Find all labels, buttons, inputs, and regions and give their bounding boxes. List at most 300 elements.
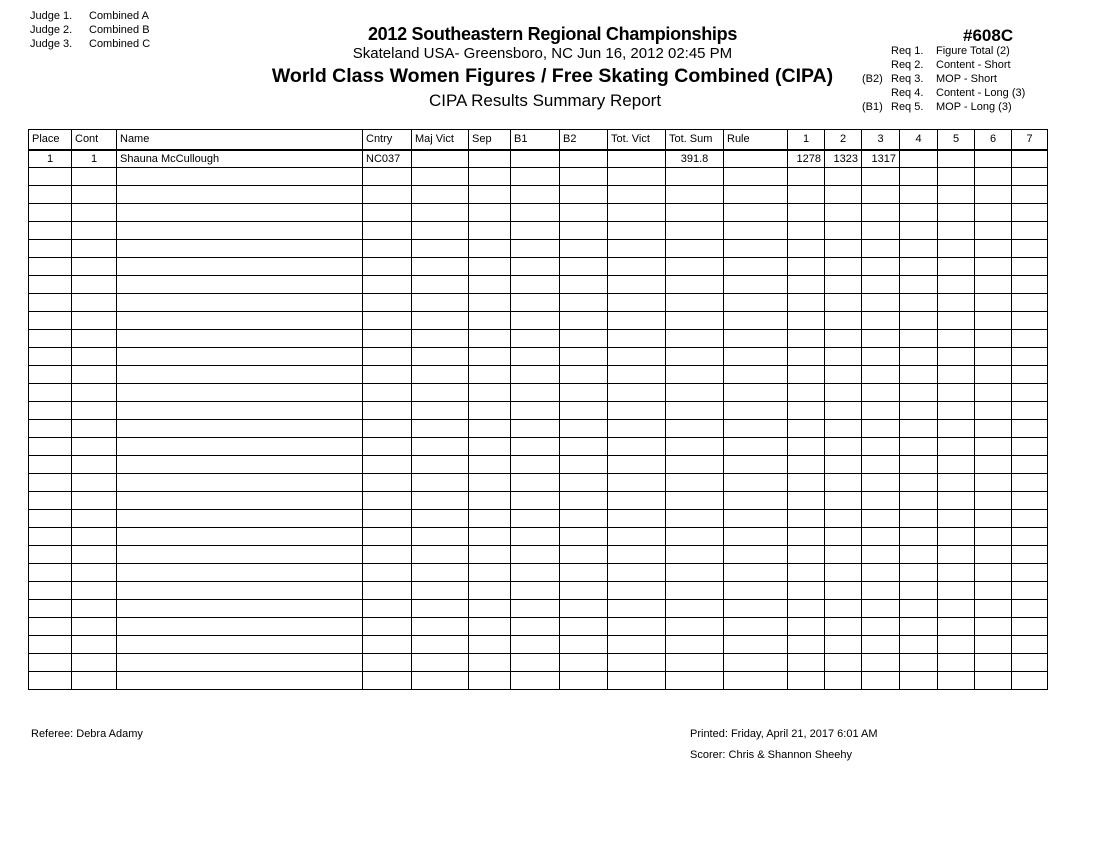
table-cell bbox=[117, 330, 363, 348]
table-cell bbox=[72, 654, 117, 672]
table-cell bbox=[511, 654, 560, 672]
table-cell bbox=[1012, 636, 1048, 654]
table-cell bbox=[1012, 618, 1048, 636]
table-cell bbox=[724, 582, 788, 600]
table-cell bbox=[469, 636, 511, 654]
table-cell bbox=[825, 564, 862, 582]
table-row bbox=[29, 600, 1048, 618]
table-cell bbox=[975, 510, 1012, 528]
table-cell bbox=[72, 474, 117, 492]
table-cell bbox=[825, 582, 862, 600]
table-cell bbox=[666, 294, 724, 312]
table-cell bbox=[938, 276, 975, 294]
table-row bbox=[29, 312, 1048, 330]
table-cell bbox=[1012, 492, 1048, 510]
table-cell bbox=[900, 420, 938, 438]
table-cell bbox=[825, 456, 862, 474]
requirement-1: Req 1. Figure Total (2) bbox=[891, 45, 1010, 57]
table-cell bbox=[117, 438, 363, 456]
table-cell bbox=[900, 546, 938, 564]
table-cell bbox=[1012, 348, 1048, 366]
table-cell bbox=[724, 672, 788, 690]
table-cell bbox=[412, 528, 469, 546]
table-cell bbox=[469, 348, 511, 366]
table-cell bbox=[1012, 258, 1048, 276]
table-cell bbox=[608, 492, 666, 510]
table-cell bbox=[469, 474, 511, 492]
table-cell bbox=[1012, 240, 1048, 258]
table-cell bbox=[117, 420, 363, 438]
table-cell bbox=[363, 384, 412, 402]
table-cell bbox=[788, 384, 825, 402]
table-cell bbox=[825, 384, 862, 402]
table-cell bbox=[560, 564, 608, 582]
table-cell bbox=[117, 600, 363, 618]
table-row bbox=[29, 528, 1048, 546]
table-cell bbox=[608, 456, 666, 474]
table-cell bbox=[666, 204, 724, 222]
table-cell bbox=[560, 330, 608, 348]
table-cell bbox=[412, 582, 469, 600]
table-cell bbox=[666, 168, 724, 186]
table-cell bbox=[560, 618, 608, 636]
col-tot-vict: Tot. Vict bbox=[608, 130, 666, 150]
table-cell bbox=[1012, 366, 1048, 384]
table-cell bbox=[938, 366, 975, 384]
table-cell bbox=[825, 618, 862, 636]
col-tot-sum: Tot. Sum bbox=[666, 130, 724, 150]
table-cell bbox=[412, 492, 469, 510]
table-cell bbox=[560, 546, 608, 564]
table-cell bbox=[666, 222, 724, 240]
table-cell bbox=[788, 366, 825, 384]
table-cell bbox=[560, 204, 608, 222]
table-cell bbox=[788, 276, 825, 294]
table-cell bbox=[666, 276, 724, 294]
competition-title: 2012 Southeastern Regional Championships bbox=[367, 24, 738, 44]
table-cell bbox=[788, 222, 825, 240]
table-cell bbox=[72, 546, 117, 564]
table-cell bbox=[363, 258, 412, 276]
table-cell bbox=[900, 384, 938, 402]
table-cell bbox=[666, 384, 724, 402]
table-cell bbox=[900, 582, 938, 600]
table-cell bbox=[724, 510, 788, 528]
table-cell bbox=[363, 474, 412, 492]
col-name: Name bbox=[117, 130, 363, 150]
table-cell bbox=[608, 186, 666, 204]
table-cell bbox=[862, 168, 900, 186]
table-cell bbox=[938, 438, 975, 456]
table-cell bbox=[511, 240, 560, 258]
table-cell bbox=[511, 600, 560, 618]
table-cell bbox=[72, 312, 117, 330]
table-row bbox=[29, 384, 1048, 402]
table-cell bbox=[29, 294, 72, 312]
table-cell bbox=[862, 456, 900, 474]
table-cell bbox=[938, 672, 975, 690]
table-cell bbox=[1012, 330, 1048, 348]
table-cell bbox=[412, 618, 469, 636]
table-cell bbox=[608, 330, 666, 348]
table-cell bbox=[117, 222, 363, 240]
table-cell bbox=[511, 672, 560, 690]
table-row bbox=[29, 294, 1048, 312]
table-cell bbox=[412, 312, 469, 330]
table-cell bbox=[608, 600, 666, 618]
table-cell bbox=[1012, 204, 1048, 222]
table-cell bbox=[469, 654, 511, 672]
table-cell bbox=[29, 564, 72, 582]
table-cell bbox=[975, 258, 1012, 276]
table-cell bbox=[938, 402, 975, 420]
table-cell bbox=[608, 402, 666, 420]
table-cell bbox=[469, 672, 511, 690]
table-cell bbox=[900, 222, 938, 240]
table-cell bbox=[975, 654, 1012, 672]
table-cell bbox=[938, 636, 975, 654]
table-cell bbox=[666, 600, 724, 618]
table-cell bbox=[938, 204, 975, 222]
table-cell bbox=[666, 312, 724, 330]
table-cell bbox=[825, 258, 862, 276]
table-cell bbox=[724, 528, 788, 546]
table-cell bbox=[788, 330, 825, 348]
col-judge-2: 2 bbox=[825, 130, 862, 150]
table-cell bbox=[363, 402, 412, 420]
table-cell bbox=[608, 384, 666, 402]
table-cell bbox=[29, 510, 72, 528]
table-cell bbox=[1012, 438, 1048, 456]
requirement-3: (B2) Req 3. MOP - Short bbox=[862, 73, 997, 85]
table-cell bbox=[825, 510, 862, 528]
event-code: #608C bbox=[963, 26, 1014, 45]
table-cell bbox=[938, 546, 975, 564]
table-cell bbox=[117, 294, 363, 312]
table-cell bbox=[788, 564, 825, 582]
table-cell bbox=[900, 204, 938, 222]
table-cell bbox=[511, 456, 560, 474]
table-cell bbox=[363, 582, 412, 600]
table-cell bbox=[825, 330, 862, 348]
table-row bbox=[29, 402, 1048, 420]
table-cell bbox=[900, 240, 938, 258]
table-cell bbox=[72, 420, 117, 438]
table-cell bbox=[363, 438, 412, 456]
table-cell bbox=[608, 474, 666, 492]
table-cell bbox=[469, 438, 511, 456]
table-cell bbox=[560, 402, 608, 420]
table-cell bbox=[724, 492, 788, 510]
judge-3: Judge 3. Combined C bbox=[30, 38, 151, 50]
table-cell bbox=[900, 672, 938, 690]
table-row bbox=[29, 654, 1048, 672]
table-cell bbox=[788, 618, 825, 636]
table-cell bbox=[117, 510, 363, 528]
table-cell bbox=[724, 618, 788, 636]
table-row bbox=[29, 168, 1048, 186]
table-cell bbox=[469, 510, 511, 528]
col-rule: Rule bbox=[724, 130, 788, 150]
table-cell bbox=[608, 240, 666, 258]
table-cell bbox=[72, 294, 117, 312]
table-cell bbox=[825, 294, 862, 312]
col-judge-6: 6 bbox=[975, 130, 1012, 150]
table-cell bbox=[975, 582, 1012, 600]
table-cell bbox=[788, 510, 825, 528]
table-cell bbox=[788, 456, 825, 474]
table-cell bbox=[862, 294, 900, 312]
table-cell bbox=[29, 618, 72, 636]
table-cell bbox=[825, 654, 862, 672]
table-cell bbox=[938, 474, 975, 492]
table-cell bbox=[511, 510, 560, 528]
table-cell bbox=[975, 420, 1012, 438]
table-cell bbox=[666, 546, 724, 564]
table-cell bbox=[788, 348, 825, 366]
table-cell bbox=[862, 366, 900, 384]
table-cell bbox=[511, 582, 560, 600]
table-row bbox=[29, 258, 1048, 276]
table-cell bbox=[1012, 312, 1048, 330]
requirement-5: (B1) Req 5. MOP - Long (3) bbox=[862, 101, 1012, 113]
table-cell bbox=[560, 276, 608, 294]
table-cell bbox=[1012, 510, 1048, 528]
table-cell bbox=[469, 600, 511, 618]
table-cell bbox=[72, 636, 117, 654]
table-cell bbox=[72, 204, 117, 222]
table-cell bbox=[29, 528, 72, 546]
table-cell bbox=[29, 366, 72, 384]
table-row bbox=[29, 348, 1048, 366]
table-cell bbox=[900, 618, 938, 636]
judge-1: Judge 1. Combined A bbox=[30, 10, 149, 22]
table-cell bbox=[560, 492, 608, 510]
table-cell bbox=[117, 582, 363, 600]
table-cell bbox=[825, 312, 862, 330]
table-cell bbox=[117, 384, 363, 402]
table-cell bbox=[608, 528, 666, 546]
requirements-list bbox=[862, 44, 1025, 114]
table-cell bbox=[862, 240, 900, 258]
table-cell bbox=[862, 546, 900, 564]
table-cell bbox=[117, 636, 363, 654]
table-cell bbox=[938, 258, 975, 276]
table-cell bbox=[560, 348, 608, 366]
table-cell bbox=[412, 672, 469, 690]
col-cntry: Cntry bbox=[363, 130, 412, 150]
table-cell bbox=[117, 366, 363, 384]
table-cell bbox=[117, 564, 363, 582]
table-cell bbox=[560, 384, 608, 402]
table-cell bbox=[862, 222, 900, 240]
table-cell bbox=[469, 618, 511, 636]
table-cell bbox=[900, 366, 938, 384]
table-row bbox=[29, 330, 1048, 348]
table-cell bbox=[608, 366, 666, 384]
table-cell bbox=[412, 258, 469, 276]
table-cell bbox=[412, 456, 469, 474]
table-cell bbox=[608, 348, 666, 366]
col-judge-7: 7 bbox=[1012, 130, 1048, 150]
table-cell bbox=[788, 654, 825, 672]
table-cell bbox=[666, 528, 724, 546]
table-cell bbox=[666, 186, 724, 204]
table-cell bbox=[1012, 456, 1048, 474]
table-cell bbox=[469, 276, 511, 294]
table-cell bbox=[862, 600, 900, 618]
table-cell bbox=[29, 456, 72, 474]
table-cell bbox=[469, 582, 511, 600]
table-cell bbox=[608, 258, 666, 276]
table-cell bbox=[938, 222, 975, 240]
table-cell bbox=[469, 312, 511, 330]
table-cell bbox=[72, 276, 117, 294]
table-cell bbox=[117, 672, 363, 690]
table-cell bbox=[29, 654, 72, 672]
table-cell bbox=[117, 654, 363, 672]
table-cell bbox=[900, 276, 938, 294]
table-cell bbox=[938, 312, 975, 330]
table-cell bbox=[724, 366, 788, 384]
table-cell bbox=[975, 456, 1012, 474]
table-cell bbox=[975, 528, 1012, 546]
table-row bbox=[29, 420, 1048, 438]
table-cell bbox=[29, 636, 72, 654]
table-cell bbox=[560, 168, 608, 186]
table-cell bbox=[788, 492, 825, 510]
table-cell bbox=[363, 312, 412, 330]
table-row bbox=[29, 222, 1048, 240]
table-row bbox=[29, 636, 1048, 654]
requirement-4: Req 4. Content - Long (3) bbox=[891, 87, 1026, 99]
requirement-2: Req 2. Content - Short bbox=[891, 59, 1011, 71]
table-cell bbox=[724, 312, 788, 330]
table-cell bbox=[29, 258, 72, 276]
table-cell bbox=[469, 456, 511, 474]
table-cell bbox=[938, 456, 975, 474]
table-cell bbox=[900, 402, 938, 420]
table-row bbox=[29, 492, 1048, 510]
table-cell bbox=[862, 654, 900, 672]
table-cell bbox=[72, 258, 117, 276]
table-cell bbox=[862, 330, 900, 348]
table-cell bbox=[900, 510, 938, 528]
table-cell bbox=[469, 222, 511, 240]
table-cell bbox=[825, 672, 862, 690]
table-cell bbox=[608, 222, 666, 240]
table-cell bbox=[363, 240, 412, 258]
venue-date: Skateland USA- Greensboro, NC Jun 16, 2012 02:45 PM bbox=[352, 45, 733, 62]
table-cell bbox=[825, 474, 862, 492]
table-row bbox=[29, 510, 1048, 528]
table-cell bbox=[975, 402, 1012, 420]
table-cell bbox=[560, 672, 608, 690]
table-cell bbox=[412, 636, 469, 654]
table-cell bbox=[363, 600, 412, 618]
table-cell bbox=[938, 600, 975, 618]
table-cell bbox=[363, 564, 412, 582]
table-cell bbox=[363, 672, 412, 690]
table-row bbox=[29, 186, 1048, 204]
table-cell bbox=[975, 492, 1012, 510]
table-cell bbox=[666, 510, 724, 528]
table-cell bbox=[724, 186, 788, 204]
table-cell bbox=[469, 204, 511, 222]
table-cell bbox=[363, 456, 412, 474]
results-table bbox=[28, 129, 1048, 690]
table-cell bbox=[825, 546, 862, 564]
table-cell bbox=[862, 348, 900, 366]
table-cell bbox=[975, 294, 1012, 312]
table-cell bbox=[666, 456, 724, 474]
table-cell bbox=[975, 186, 1012, 204]
table-cell bbox=[938, 582, 975, 600]
table-cell bbox=[1012, 168, 1048, 186]
table-cell bbox=[862, 492, 900, 510]
table-cell bbox=[938, 348, 975, 366]
table-cell bbox=[900, 600, 938, 618]
table-cell bbox=[511, 366, 560, 384]
table-cell bbox=[900, 636, 938, 654]
table-cell bbox=[560, 438, 608, 456]
table-cell bbox=[412, 276, 469, 294]
table-cell bbox=[900, 294, 938, 312]
table-cell bbox=[938, 564, 975, 582]
table-cell bbox=[724, 276, 788, 294]
table-cell bbox=[938, 330, 975, 348]
table-cell bbox=[412, 294, 469, 312]
table-cell bbox=[469, 528, 511, 546]
table-cell bbox=[117, 348, 363, 366]
table-cell bbox=[666, 582, 724, 600]
table-cell bbox=[666, 564, 724, 582]
table-cell bbox=[1012, 222, 1048, 240]
table-cell bbox=[862, 402, 900, 420]
table-cell bbox=[511, 402, 560, 420]
table-cell bbox=[511, 492, 560, 510]
table-cell bbox=[724, 384, 788, 402]
table-cell bbox=[608, 204, 666, 222]
table-cell bbox=[363, 330, 412, 348]
table-cell bbox=[469, 366, 511, 384]
table-cell bbox=[72, 456, 117, 474]
table-cell bbox=[975, 564, 1012, 582]
table-row bbox=[29, 582, 1048, 600]
table-cell bbox=[862, 582, 900, 600]
table-cell bbox=[29, 474, 72, 492]
table-cell bbox=[862, 438, 900, 456]
table-cell bbox=[1012, 546, 1048, 564]
table-cell bbox=[469, 330, 511, 348]
table-cell bbox=[724, 348, 788, 366]
table-cell bbox=[724, 474, 788, 492]
table-cell bbox=[724, 294, 788, 312]
table-cell bbox=[412, 564, 469, 582]
table-cell bbox=[666, 474, 724, 492]
table-cell bbox=[29, 240, 72, 258]
table-cell bbox=[608, 276, 666, 294]
table-cell bbox=[825, 222, 862, 240]
table-cell bbox=[1012, 474, 1048, 492]
table-cell bbox=[511, 276, 560, 294]
col-sep: Sep bbox=[469, 130, 511, 150]
table-cell bbox=[469, 492, 511, 510]
table-cell bbox=[1012, 420, 1048, 438]
table-row bbox=[29, 276, 1048, 294]
table-cell bbox=[560, 654, 608, 672]
table-cell bbox=[825, 168, 862, 186]
